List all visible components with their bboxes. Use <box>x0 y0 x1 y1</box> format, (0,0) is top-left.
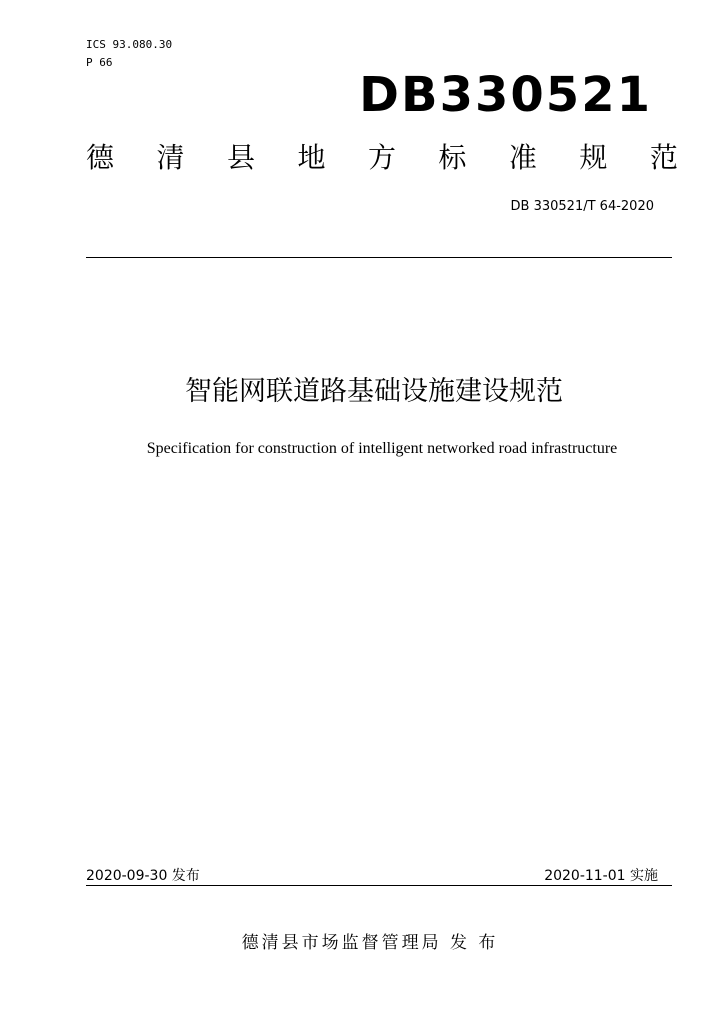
publish-date: 2020-09-30 发布 <box>86 868 200 884</box>
kind-char: 地 <box>297 141 326 174</box>
implement-date: 2020-11-01 实施 <box>544 868 658 884</box>
standard-number: DB 330521/T 64-2020 <box>510 199 654 214</box>
header-divider <box>86 257 672 258</box>
ccs-code: P 66 <box>86 56 113 69</box>
ics-code: ICS 93.080.30 <box>86 38 173 51</box>
kind-char: 县 <box>226 141 255 174</box>
standard-code: DB330521 <box>359 67 652 123</box>
kind-char: 规 <box>579 141 608 174</box>
footer-divider <box>86 885 672 886</box>
english-title: Specification for construction of intelligent networked road infrastructure <box>146 440 618 457</box>
issuing-authority: 德清县市场监督管理局 发 布 <box>241 933 499 953</box>
kind-char: 准 <box>508 141 537 174</box>
standard-kind-heading <box>86 138 678 178</box>
kind-char: 标 <box>438 141 467 174</box>
kind-char: 范 <box>649 141 678 174</box>
kind-char: 方 <box>367 141 396 174</box>
kind-char: 德 <box>86 141 115 174</box>
chinese-title: 智能网联道路基础设施建设规范 <box>185 376 563 407</box>
kind-char: 清 <box>156 141 185 174</box>
